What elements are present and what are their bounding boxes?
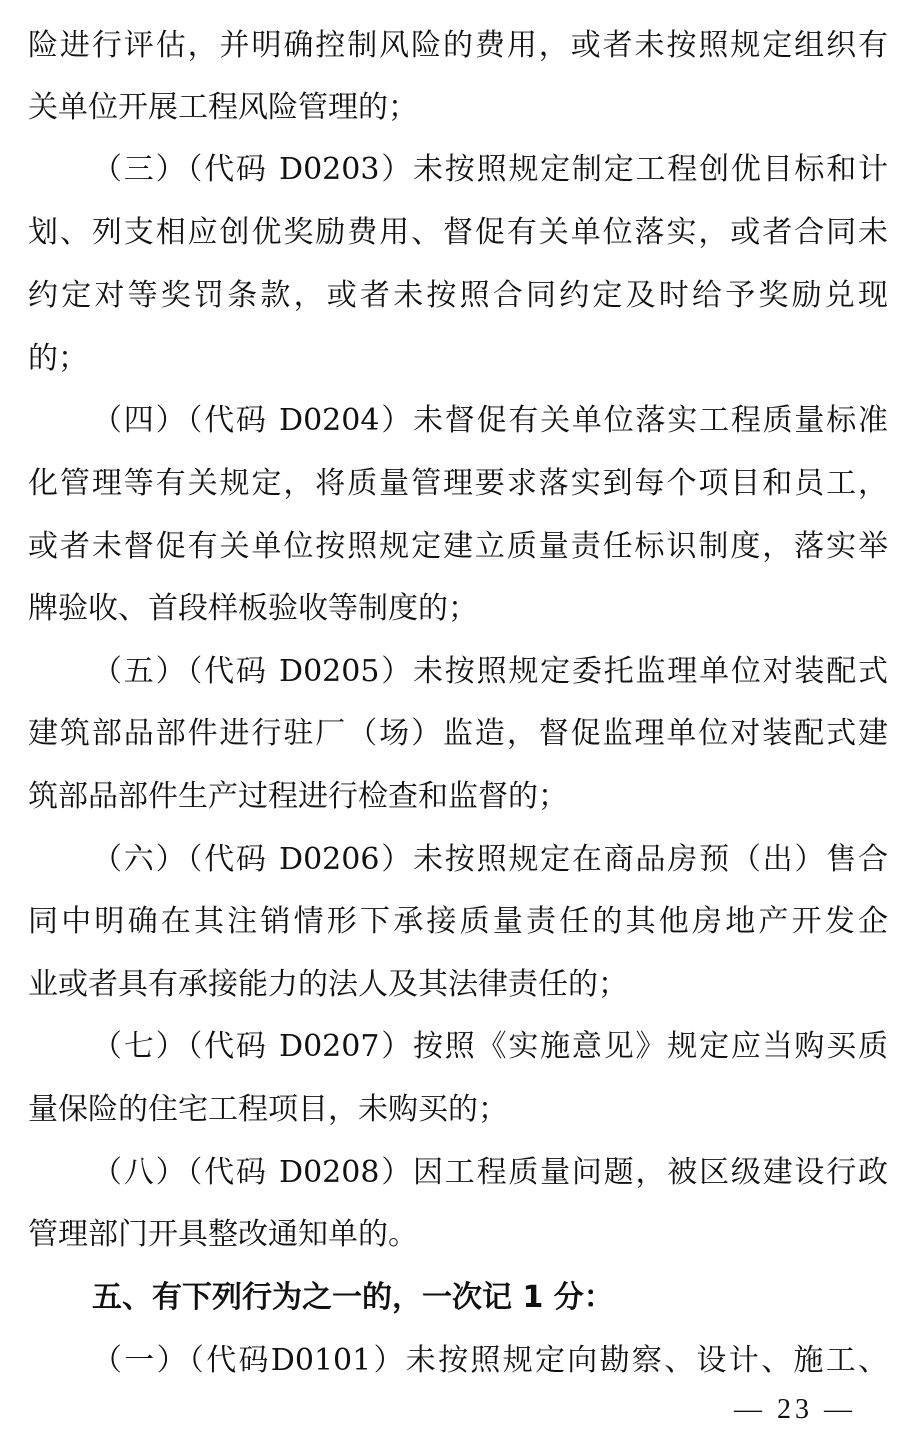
text-line: 划、列支相应创优奖励费用、督促有关单位落实，或者合同未 [28,215,888,250]
text-line: 管理部门开具整改通知单的。 [28,1217,418,1252]
text-line: 化管理等有关规定，将质量管理要求落实到每个项目和员工， [28,466,888,501]
text-line: （四）（代码 D0204）未督促有关单位落实工程质量标准 [92,403,888,438]
text-line: 建筑部品部件进行驻厂（场）监造，督促监理单位对装配式建 [28,716,888,751]
text-line: （五）（代码 D0205）未按照规定委托监理单位对装配式 [92,654,888,689]
text-line: 或者未督促有关单位按照规定建立质量责任标识制度，落实举 [28,529,888,564]
text-line: 险进行评估，并明确控制风险的费用，或者未按照规定组织有 [28,28,888,63]
text-line: 牌验收、首段样板验收等制度的； [28,591,478,626]
section-heading: 五、有下列行为之一的，一次记 1 分： [92,1280,614,1315]
text-line: 筑部品部件生产过程进行检查和监督的； [28,779,568,814]
text-line: （一）（代码D0101）未按照规定向勘察、设计、施工、 [92,1343,888,1378]
text-line: （三）（代码 D0203）未按照规定制定工程创优目标和计 [92,152,888,187]
text-line: 约定对等奖罚条款，或者未按照合同约定及时给予奖励兑现 [28,278,888,313]
text-line: （七）（代码 D0207）按照《实施意见》规定应当购买质 [92,1029,888,1064]
text-line: （八）（代码 D0208）因工程质量问题，被区级建设行政 [92,1155,888,1190]
text-line: （六）（代码 D0206）未按照规定在商品房预（出）售合 [92,842,888,877]
text-line: 量保险的住宅工程项目，未购买的； [28,1092,508,1127]
text-line: 同中明确在其注销情形下承接质量责任的其他房地产开发企 [28,904,888,939]
text-line: 业或者具有承接能力的法人及其法律责任的； [28,967,628,1002]
text-line: 关单位开展工程风险管理的； [28,90,418,125]
text-line: 的； [28,341,88,376]
page-number: — 23 — [734,1394,856,1425]
